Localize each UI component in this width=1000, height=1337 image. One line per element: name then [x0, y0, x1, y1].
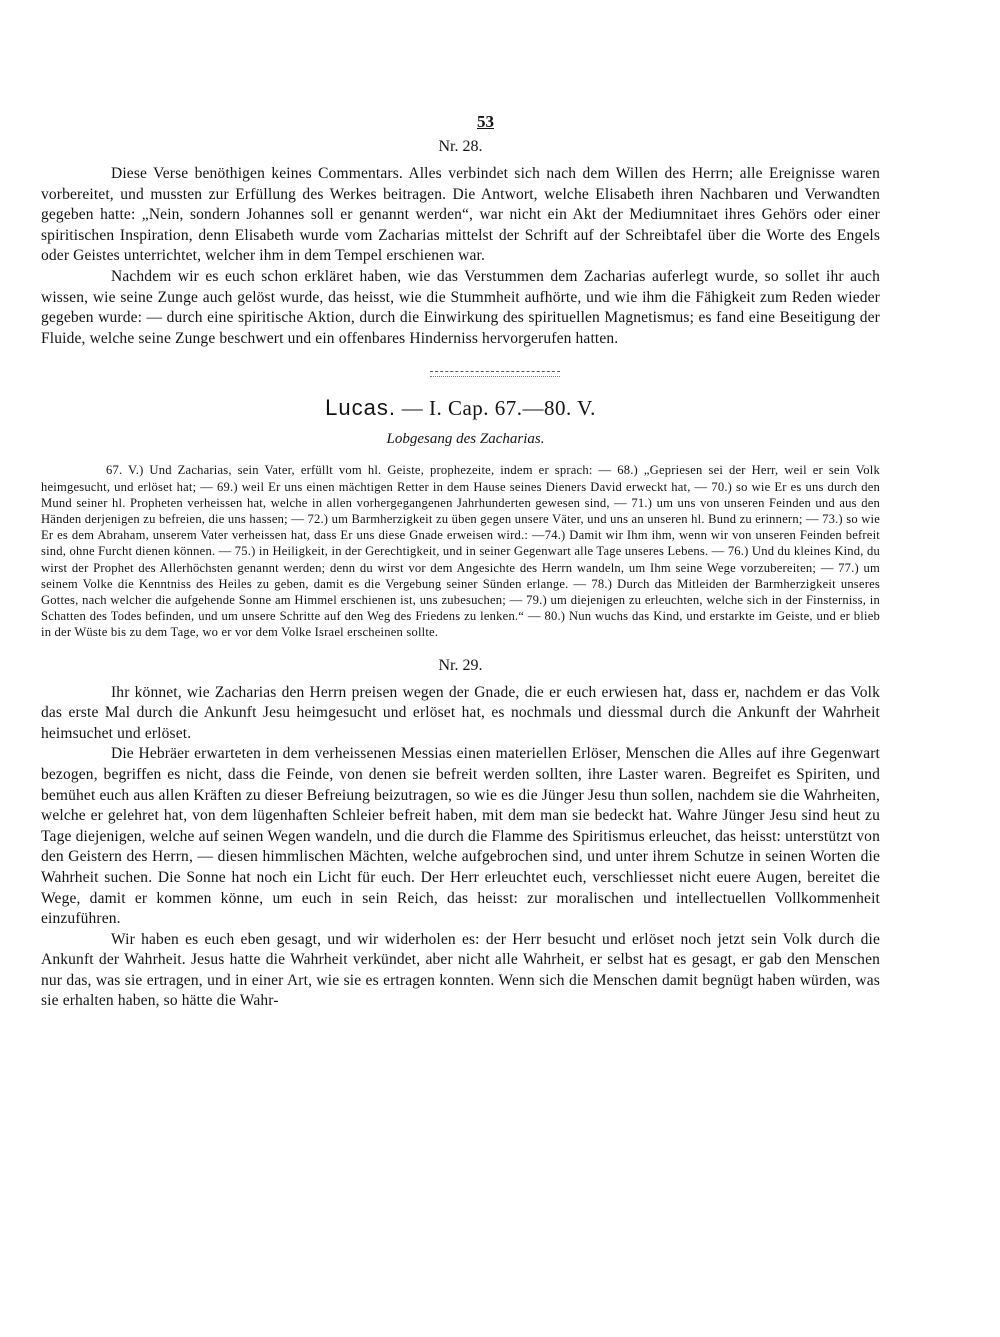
- chapter-reference: — I. Cap. 67.—80. V.: [401, 396, 596, 421]
- nr29-paragraph-3: Wir haben es euch eben gesagt, und wir widerholen es: der Herr besucht und erlöset noch jetzt sein Volk durch die Ankunft der Wahrheit. Jesus hatte die Wahrheit verkündet, aber nicht alle Wahrheit, er selbst hat es gesagt, er gab den Menschen nur das, was sie ertragen, und in einer Art, wie sie es ertragen konnten. Wenn sich die Menschen damit begnügt haben würden, was sie erhalten haben, so hätte die Wahr-: [41, 930, 880, 1010]
- chapter-title: [41, 395, 880, 421]
- nr29-paragraph-1: Ihr könnet, wie Zacharias den Herrn preisen wegen der Gnade, die er euch erwiesen hat, dass er, nachdem er das Volk das erste Mal durch die Ankunft Jesu heimgesucht und erlöset hat, es nochmals und diessmal durch die Ankunft der Wahrheit heimsuchet und erlöset.: [41, 683, 880, 742]
- chapter-book: Lucas.: [325, 395, 396, 421]
- section-heading-nr29: Nr. 29.: [438, 656, 483, 674]
- section-heading-nr28: Nr. 28.: [438, 138, 483, 155]
- nr28-paragraph-2: Nachdem wir es euch schon erkläret haben, wie das Verstummen dem Zacharias auferlegt wurde, so sollet ihr auch wissen, wie seine Zunge auch gelöst wurde, das heisst, wie die Stummheit aufhörte, und wie ihm die Fähigkeit zum Reden wieder gegeben wurde: — durch eine spiritische Aktion, durch die Einwirkung des spirituellen Magnetismus; es fand eine Beseitigung der Fluide, welche seine Zunge beschwert und ein offenbares Hinderniss hervorgerufen hatten.: [41, 267, 880, 347]
- decorative-divider: [430, 371, 560, 377]
- chapter-subtitle: Lobgesang des Zacharias.: [386, 431, 545, 448]
- scripture-passage: 67. V.) Und Zacharias, sein Vater, erfüllt vom hl. Geiste, prophezeite, indem er sprach: — 68.) „Gepriesen sei der Herr, weil er sein Volk heimgesucht, und erlöset hat; — 69.) weil Er uns einen mächtigen Retter in dem Hause seines Dieners David erweckt hat, — 70.) so wie Er es uns durch den Mund seiner hl. Propheten verheissen hat, welche in allen vorhergegangenen Jahrhunderten gewesen sind, — 71.) um uns von unseren Feinden und aus den Händen derjenigen zu befreien, die uns hassen; — 72.) um Barmherzigkeit zu üben gegen unsere Väter, und uns an unseren hl. Bund zu erinnern; — 73.) so wie Er es dem Abraham, unserem Vater verheissen hat, dass Er uns diese Gnade erweisen wird.: —74.) Damit wir Ihm ihm, wenn wir von unseren Feinden befreit sind, ohne Furcht dienen können. — 75.) in Heiligkeit, in der Gerechtigkeit, und in seiner Gegenwart alle Tage unseres Lebens. — 76.) Und du kleines Kind, du wirst der Prophet des Allerhöchsten genannt werden; denn du wirst vor dem Angesichte des Herrn wandeln, um Ihm seine Wege vorzubereiten; — 77.) um seinem Volke die Kenntniss des Heiles zu geben, damit es die Vergebung seiner Sünden erlange. — 78.) Durch das Mitleiden der Barmherzigkeit unseres Gottes, nach welcher die aufgehende Sonne am Himmel erschienen ist, uns zubesuchen; — 79.) um diejenigen zu erleuchten, welche sich in der Finsterniss, in Schatten des Todes befinden, und um unsere Schritte auf den Weg des Friedens zu lenken.“ — 80.) Nun wuchs das Kind, und erstarkte im Geiste, und er blieb in der Wüste bis zu dem Tage, wo er vor dem Volke Israel erscheinen sollte.: [41, 463, 880, 640]
- nr28-paragraph-1: Diese Verse benöthigen keines Commentars. Alles verbindet sich nach dem Willen des Herrn; alle Ereignisse waren vorbereitet, und mussten zur Erfüllung des Werkes beitragen. Die Antwort, welche Elisabeth ihren Nachbaren und Verwandten gegeben hatte: „Nein, sondern Johannes soll er genannt werden“, war nicht ein Akt der Mediumnitaet ihres Gehörs oder einer spiritischen Inspiration, denn Elisabeth wurde vom Zacharias mittelst der Schrift auf der Schreibtafel über die Worte des Engels oder Geistes unterrichtet, welcher ihm in dem Tempel erschienen war.: [41, 165, 880, 265]
- nr29-paragraph-2: Die Hebräer erwarteten in dem verheissenen Messias einen materiellen Erlöser, Menschen die Alles auf ihre Gegenwart bezogen, begriffen es nicht, dass die Feinde, von denen sie befreit werden sollten, ihre Laster waren. Begreifet es Spiriten, und bemühet euch aus allen Kräften zu dieser Befreiung beizutragen, so wie es die Jünger Jesu thun sollen, nachdem sie die Wahrheiten, welche er gelehret hat, von dem lügenhaften Schleier befreit haben, mit dem man sie bedeckt hat. Wahre Jünger Jesu sind heut zu Tage diejenigen, welche auf seinen Wegen wandeln, und die durch die Flamme des Spiritismus erleuchet, das heisst: unterstützt von den Geistern des Herrn, — diesen himmlischen Mächten, welche aufgebrochen sind, und unter ihrem Schutze in seinen Worten die Wahrheit suchen. Die Sonne hat noch ein Licht für euch. Der Herr erleuchtet euch, verschliesset nicht euere Augen, bereitet die Wege, damit er kommen könne, um euch in sein Reich, das heisst: zur moralischen und intellectuellen Vollkommenheit einzuführen.: [41, 745, 880, 928]
- page-number: 53: [477, 112, 494, 131]
